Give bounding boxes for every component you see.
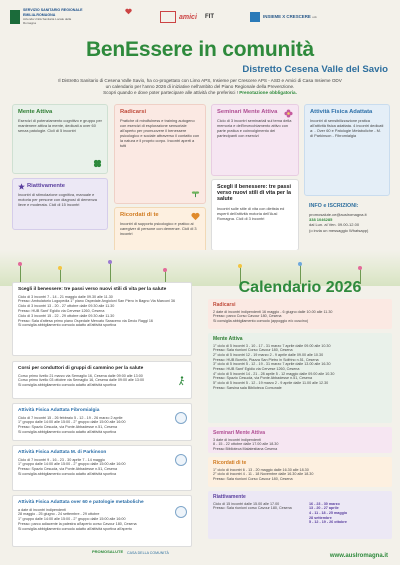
card-radicarsi: Radicarsi Pratiche di mindfulness e training autogeno con esercizi di esplorazione sensoriale all'aperto per promuovere il benessere psicologico e sociale attraverso il contatto con la natura e il proprio corpo. Incontri aperti a tutti xyxy=(114,104,206,204)
block-scegli-benessere: Scegli il benessere: tre passi verso nuovi stili di vita per la salute Ciclo di 3 incontri 7 - 14 - 21 maggio dalle 09.30 alle 11.30 Presso: Ambulatorio Logopedia 1° piano Ospedale Angioloni San Piero in Bagno Via Marconi 36 Ciclo di 3 incontri 13 - 20 - 27 ottobre dalle 09.30 alle 11.30 Presso: HUB Sant' Egidio via Cervese 1260, Cesena Ciclo di 3 incontri 15 - 22 - 29 ottobre dalle 09.30 alle 11.30 Presso: Sala d'attesa primo piano Ospedale Mercato Saraceno via Decio Raggi 16 Si consiglia abbigliamento comodo adatto all'attività sportiva xyxy=(12,282,192,356)
calendar-title: Calendario 2026 xyxy=(238,279,362,296)
card-riattivamente: Riattivamente Incontri di stimolazione cognitiva, manuale e motoria per persone con diagnosi di demenza lieve e moderata. Cicli di 15 incontri xyxy=(12,178,108,230)
star-icon xyxy=(18,183,25,190)
amici-logo: amici xyxy=(160,6,197,28)
fitness-icon xyxy=(175,454,187,466)
card-afa: Attività Fisica Adattata Incontri di sensibilizzazione pratica all'attività fisica adattata. 4 incontri dedicati a: - Over 60 e Patologie Metaboliche - M. di Parkinson - Fibromialgia xyxy=(304,104,390,196)
intro-text: Il Distretto Sanitario di Cesena Valle Savio, ha co-progettato con Limo APS, Insieme per Crescere APS - ASD e Amici di Casa Insieme ODV un calendario per l'anno 2026 di iniziative nell'ambito del Piano Regionale della Prevenzione. Scopri quando e dove poter partecipare alle attività che preferisci ! Prenotazione obbligatoria. xyxy=(58,78,342,95)
page-title: BenEssere in comunità xyxy=(85,38,315,61)
flower-icon xyxy=(108,260,112,264)
flower-icon xyxy=(298,262,302,266)
insieme-crescere-logo: INSIEME X CRESCERE odv xyxy=(250,6,317,28)
flower-icon xyxy=(284,109,293,118)
block-afa-over60: Attività Fisica Adattata over 60 e patologie metaboliche a date di incontri indipendenti 28 maggio - 25 giugno - 24 settembre - 29 ottobre 1° gruppo dalle 14:00 alle 15:00 - 2° gruppo dalle 15:00 alle 16:00 Presso: parco adiacente la palestra all'aperto corso Cavour 180, Cesena Si consiglia abbigliamento comodo adatto all'attività sportiva all'aperto xyxy=(12,495,192,547)
heart-icon xyxy=(191,212,200,221)
ssr-logo-text: SERVIZIO SANITARIO REGIONALE EMILIA-ROMAGNA Azienda Unità Sanitaria Locale della Romagna xyxy=(23,8,83,26)
card-seminari: Seminari Mente Attiva Ciclo di 3 incontri seminariali sul tema della memoria e dell'invecchiamento attivo con parte pratica e coinvolgimento dei partecipanti con esercizi xyxy=(211,104,299,176)
calendar-mente-attiva: Mente Attiva 1° ciclo di 5 incontri 3 - 10 - 17 - 31 marzo 7 aprile dalle 09.00 alle 10.30 Presso: Sala riunioni Corso Cavour 180, Cesena 2° ciclo di 5 incontri 12 - 19 marzo 2 - 9 aprile dalle 09.00 alle 10.30 Presso: HUB Borello, Piazza San Pietro in Solfrino n.51, Cesena 3° ciclo di 5 incontri 5 - 12 - 19 - 31 marzo 7 aprile dalle 13.00 alle 16.30 Presso: HUB Sant' Egidio via Cervese 1260, Cesena 4° ciclo di 5 incontri 14 - 21 - 28 aprile 5 - 12 maggio dalle 09.00 alle 10.30 Presso: Spazio Cesuola, via Ponte Abbadesse n.51, Cesena 5° ciclo di 5 incontri 5 - 12 - 19 marzo 2 - 9 aprile dalle 11.00 alle 12.30 Presso: Sarsina sala Biblioteca Comunale xyxy=(208,333,392,423)
calendar-seminari: Seminari Mente Attiva 3 date di incontri indipendenti 8 - 15 - 22 ottobre dalle 17.00 alle 18.30 Presso Biblioteca Malatestiana Cesena xyxy=(208,427,392,453)
ssr-logo xyxy=(10,6,83,28)
casa-comunita-logo: CASA DELLA COMUNITÀ xyxy=(127,551,169,555)
fitness-icon xyxy=(175,506,187,518)
footer xyxy=(0,549,400,565)
block-afa-parkinson: Attività Fisica Adattata M. di Parkinson Ciclo di 7 incontri 9 - 16 - 23 - 30 aprile 7 - 14 maggio 1° gruppo dalle 14:00 alle 15:00 - 2° gruppo dalle 15:00 alle 16:00 Presso: Spazio Cesuola, via Ponte Abbadesse n.51, Cesena Si consiglia abbigliamento comodo adatto all'attività sportiva xyxy=(12,445,192,491)
ssr-mark-icon xyxy=(10,10,20,24)
info-phone[interactable]: 338 1046285 xyxy=(309,217,333,223)
walking-icon xyxy=(177,376,187,386)
flower-icon xyxy=(163,268,167,272)
limo-heart-icon xyxy=(125,8,132,15)
page-subtitle: Distretto Cesena Valle del Savio xyxy=(242,64,388,75)
fit-logo: FIT xyxy=(205,14,214,20)
block-afa-fibromialgia: Attività Fisica Adattata Fibromialgia Ciclo di 7 incontri 15 - 26 febbraio 5 - 12 - 19 - 26 marzo 2 aprile 1° gruppo dalle 14:00 alle 15:00 - 2° gruppo dalle 15:00 alle 16:00 Presso: Spazio Cesuola, via Ponte Abbadesse n.51, Cesena Si consiglia abbigliamento comodo adatto all'attività sportiva xyxy=(12,403,192,441)
clover-icon xyxy=(93,159,102,168)
card-mente-attiva: Mente Attiva Esercizi di potenziamento cognitivo e gruppo per mantenere attiva la mente, dedicati a over 60 senza patologie. Cicli di 5 incontri xyxy=(12,104,108,174)
flower-icon xyxy=(58,266,62,270)
calendar-ricordati: Ricordati di te 1° ciclo di incontri 6 - 13 - 20 maggio dalle 16.30 alle 18.30 2° ciclo di incontri 4 - 11 - 18 Novembre dalle 16.30 alle 18.30 Presso: Sala riunioni Corso Cavour 180, Cesena xyxy=(208,457,392,487)
flower-icon xyxy=(238,264,242,268)
promosalute-logo: PROMOSALUTE xyxy=(92,549,124,554)
card-ricordati: Ricordati di te Incontri di supporto psicologico e pratico ai caregiver di persone con demenze. Cicli di 3 incontri xyxy=(114,207,206,255)
block-corsi-cammino: Corsi per conduttori di gruppi di cammino per la salute Corso primo livello 21 marzo via Semaglio 16, Cesena dalle 09:00 alle 13:00 Corso primo livello 03 ottobre via Semaglio 16, Cesena dalle 09:00 alle 13:00 Si consiglia abbigliamento comodo adatto all'attività sportiva xyxy=(12,361,192,399)
sprout-icon xyxy=(191,189,200,198)
flower-icon xyxy=(358,266,362,270)
card-scegli-benessere: Scegli il benessere: tre passi verso nuovi stili di vita per la salute Incontri sulle stile di vita con dietista ed esperti dell'attività motoria dell'Ausl Romagna. Cicli di 3 incontri xyxy=(211,179,299,251)
insieme-mark-icon xyxy=(250,12,260,22)
calendar-radicarsi: Radicarsi 2 date di incontri indipendenti 16 maggio - 6 giugno dalle 10.00 alle 11.30 Presso: parco Corso Cavour 180, Cesena Si consiglia abbigliamento comodo (appoggio e/o cuscino) xyxy=(208,299,392,329)
amici-house-icon xyxy=(160,11,176,23)
flower-icon xyxy=(18,262,22,266)
info-email[interactable]: promosalute.ce@auslromagna.it xyxy=(309,212,367,217)
website-link[interactable]: www.auslromagna.it xyxy=(329,553,388,559)
fitness-icon xyxy=(175,412,187,424)
header-logos xyxy=(0,0,400,38)
info-iscrizioni: INFO e ISCRIZIONI: promosalute.ce@auslromagna.it 338 1046285 dal Lun. al Ven. 09.00-12.00 (o invia un messaggio Whatsapp) xyxy=(304,199,390,251)
calendar-riattivamente: Riattivamente Ciclo di 15 incontri dalle 15.00 alle 17.00 Presso: Sala riunioni corso Cavour 180, Cesena 16 - 23 - 30 marzo 13 - 20 - 27 aprile 4 - 11 - 18 - 25 maggio 28 settembre 5 - 12 - 19 - 26 ottobre xyxy=(208,491,392,539)
